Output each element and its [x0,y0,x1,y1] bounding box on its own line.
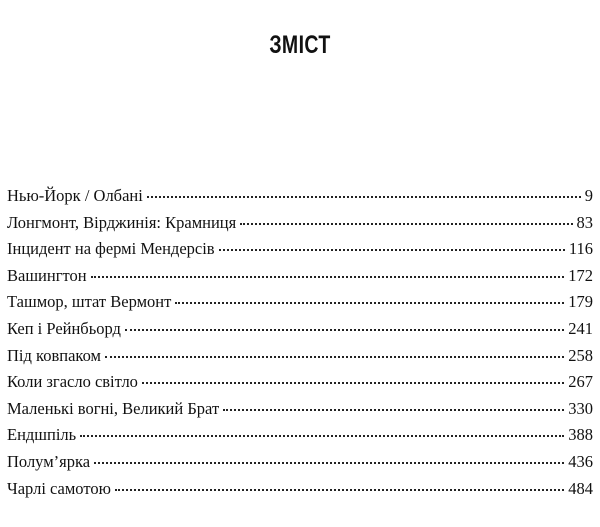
toc-entry-title: Вашингтон [7,265,87,285]
toc-entry [7,343,593,370]
toc-entry [7,183,593,210]
dot-leader [105,342,564,358]
toc-entry-title: Під ковпаком [7,345,101,365]
toc-entry [7,449,593,476]
toc-entry-title: Полум’ярка [7,451,91,471]
table-of-contents [7,183,593,502]
toc-entry-page: 116 [568,239,593,259]
toc-entry [7,236,593,263]
toc-entry-title: Маленькі вогні, Великий Брат [7,398,220,418]
dot-leader [219,235,565,251]
toc-entry-title: Інцидент на фермі Мендерсів [7,239,215,259]
dot-leader [94,448,564,464]
toc-entry-page: 330 [568,398,593,418]
dot-leader [91,262,565,278]
toc-entry-title: Чарлі самотою [7,478,111,498]
toc-entry [7,289,593,316]
toc-entry-title: Кеп і Рейнбьорд [7,318,121,338]
toc-entry [7,316,593,343]
dot-leader [223,395,564,411]
toc-entry-page: 267 [568,372,593,392]
toc-entry-page: 258 [568,345,593,365]
dot-leader [115,475,564,491]
toc-entry [7,210,593,237]
dot-leader [142,368,564,384]
toc-entry [7,263,593,290]
toc-entry-page: 83 [576,212,593,232]
toc-entry [7,422,593,449]
toc-entry [7,396,593,423]
dot-leader [147,182,581,198]
page-title: ЗМІСТ [269,31,331,59]
toc-entry-title: Коли згасло світло [7,372,138,392]
toc-entry-title: Ташмор, штат Вермонт [7,292,172,312]
toc-entry-title: Ендшпіль [7,425,77,445]
dot-leader [240,209,572,225]
toc-entry-page: 172 [568,265,593,285]
toc-entry-page: 241 [568,318,593,338]
toc-entry-page: 436 [568,451,593,471]
toc-entry-page: 484 [568,478,593,498]
dot-leader [175,288,564,304]
toc-entry-page: 9 [584,186,593,205]
dot-leader [125,315,564,331]
toc-entry-page: 179 [568,292,593,312]
toc-entry-title: Лонгмонт, Вірджинія: Крамниця [7,212,237,232]
toc-entry-title: Нью-Йорк / Олбані [7,186,143,205]
toc-entry [7,476,593,503]
toc-entry [7,369,593,396]
dot-leader [80,421,564,437]
toc-entry-page: 388 [568,425,593,445]
